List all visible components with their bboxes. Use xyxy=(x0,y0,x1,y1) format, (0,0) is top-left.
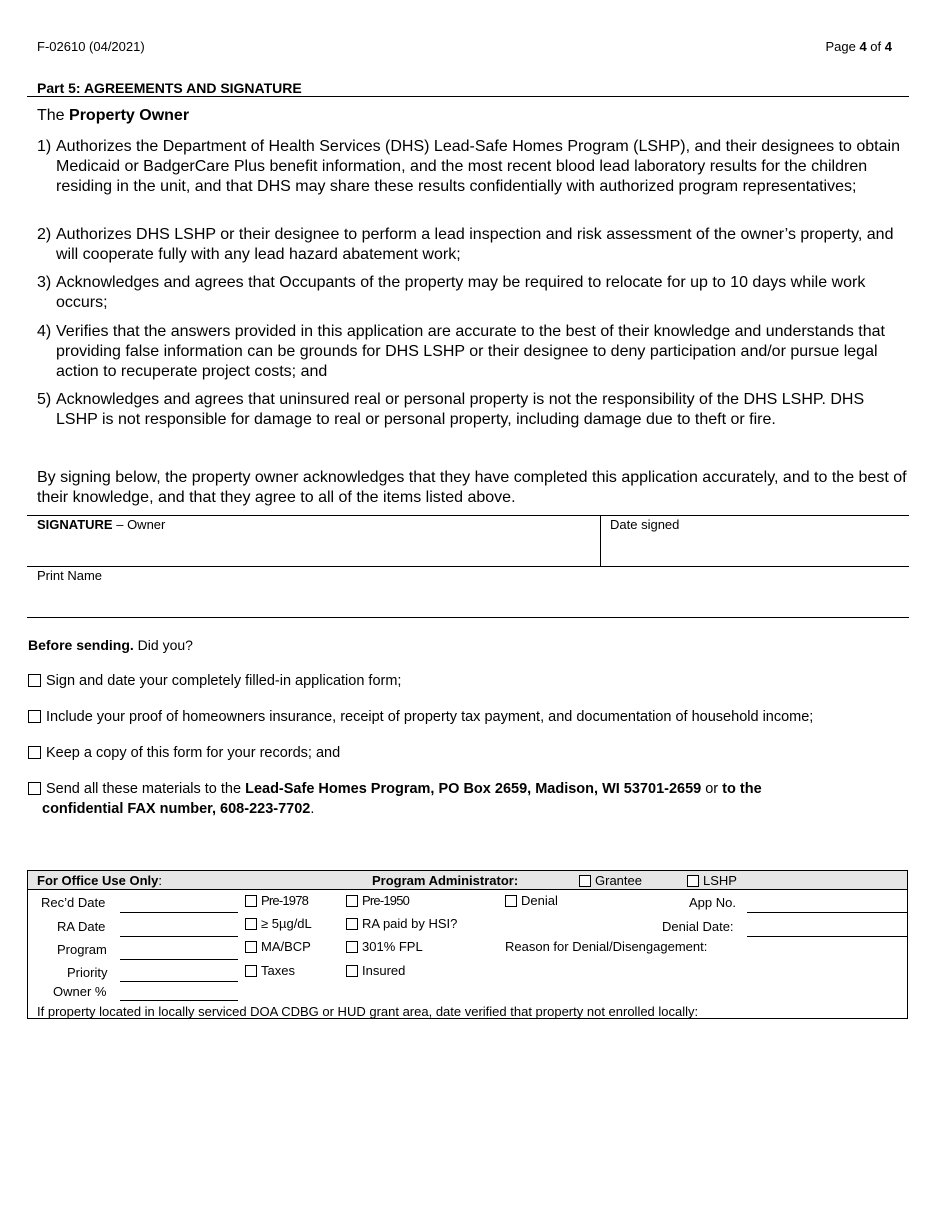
denial-date-line[interactable] xyxy=(747,936,907,937)
checklist-item-send: Send all these materials to the Lead-Safe Homes Program, PO Box 2659, Madison, WI 53701-2659 or to the confidential FAX number, 608-223-7702. xyxy=(28,779,908,819)
signature-owner-field[interactable]: SIGNATURE – Owner xyxy=(37,517,166,532)
insured-option[interactable]: Insured xyxy=(346,963,405,978)
agreement-item-3: 3) Acknowledges and agrees that Occupants of the property may be required to relocate for up to 10 days while work occurs; xyxy=(37,274,866,311)
form-id: F-02610 (04/2021) xyxy=(37,39,145,54)
grant-area-note: If property located in locally serviced DOA CDBG or HUD grant area, date verified that property not enrolled locally: xyxy=(37,1004,699,1019)
office-use-title: For Office Use Only: xyxy=(37,873,162,888)
taxes-option[interactable]: Taxes xyxy=(245,963,295,978)
fpl-option[interactable]: 301% FPL xyxy=(346,939,423,954)
mabcp-checkbox[interactable] xyxy=(245,941,257,953)
copy-checkbox[interactable] xyxy=(28,746,41,759)
ra-paid-option[interactable]: RA paid by HSI? xyxy=(346,916,457,931)
denial-checkbox[interactable] xyxy=(505,895,517,907)
agreement-item-2: 2) Authorizes DHS LSHP or their designee to perform a lead inspection and risk assessment of the owner’s property, and will cooperate fully with any lead hazard abatement work; xyxy=(37,226,894,263)
pre1978-checkbox[interactable] xyxy=(245,895,257,907)
owner-heading: The Property Owner xyxy=(37,107,190,124)
checklist-item-copy: Keep a copy of this form for your records; and xyxy=(28,743,908,763)
reason-denial-label: Reason for Denial/Disengagement: xyxy=(505,939,708,954)
signature-divider xyxy=(27,566,909,567)
blood-lead-checkbox[interactable] xyxy=(245,918,257,930)
program-administrator-label: Program Administrator: xyxy=(372,873,519,888)
lshp-option[interactable]: LSHP xyxy=(687,873,737,888)
print-name-field[interactable]: Print Name xyxy=(37,568,103,583)
priority-label: Priority xyxy=(67,965,108,980)
ra-paid-checkbox[interactable] xyxy=(346,918,358,930)
app-no-line[interactable] xyxy=(747,912,907,913)
agreement-item-5: 5) Acknowledges and agrees that uninsured real or personal property is not the responsibility of the DHS LSHP. DHS LSHP is not responsible for damage to real or personal property, including damage due to theft or fire. xyxy=(37,391,865,428)
part-title: Part 5: AGREEMENTS AND SIGNATURE xyxy=(37,80,302,96)
page-number: Page 4 of 4 xyxy=(825,39,892,54)
program-label: Program xyxy=(57,942,107,957)
part-divider xyxy=(27,96,909,97)
proof-checkbox[interactable] xyxy=(28,710,41,723)
owner-percent-line[interactable] xyxy=(120,1000,238,1001)
app-no-label: App No. xyxy=(689,895,736,910)
office-use-box xyxy=(27,870,908,1019)
pre1950-option[interactable]: Pre-1950 xyxy=(346,893,409,908)
mabcp-option[interactable]: MA/BCP xyxy=(245,939,311,954)
sign-checkbox[interactable] xyxy=(28,674,41,687)
ra-date-label: RA Date xyxy=(57,919,106,934)
priority-line[interactable] xyxy=(120,981,238,982)
signature-column-divider xyxy=(600,516,601,566)
signing-statement: By signing below, the property owner acknowledges that they have completed this application accurately, and to the best of their knowledge, and that they agree to all of the items listed above. xyxy=(37,469,907,506)
before-sending-heading: Before sending. Did you? xyxy=(28,637,193,653)
date-signed-field[interactable]: Date signed xyxy=(610,517,680,532)
agreement-item-1: 1) Authorizes the Department of Health Services (DHS) Lead-Safe Homes Program (LSHP), and their designees to obtain Medicaid or BadgerCare Plus benefit information, and the most recent blood lead laboratory results for the children residing in the unit, and that DHS may share these results confidentially with authorized program representatives; xyxy=(37,138,900,195)
send-checkbox[interactable] xyxy=(28,782,41,795)
page-current: 4 xyxy=(859,39,867,54)
blood-lead-option[interactable]: ≥ 5µg/dL xyxy=(245,916,312,931)
checklist-item-sign: Sign and date your completely filled-in application form; xyxy=(28,671,908,691)
owner-percent-label: Owner % xyxy=(53,984,107,999)
ra-date-line[interactable] xyxy=(120,936,238,937)
checklist-item-proof: Include your proof of homeowners insurance, receipt of property tax payment, and documentation of household income; xyxy=(28,707,908,727)
agreement-item-4: 4) Verifies that the answers provided in this application are accurate to the best of their knowledge and understands that providing false information can be grounds for DHS LSHP or their designee to deny participation and/or pursue legal action to recuperate project costs; and xyxy=(37,323,885,380)
program-line[interactable] xyxy=(120,959,238,960)
insured-checkbox[interactable] xyxy=(346,965,358,977)
recd-date-label: Rec’d Date xyxy=(41,895,106,910)
page-total: 4 xyxy=(884,39,892,54)
grantee-option[interactable]: Grantee xyxy=(579,873,642,888)
signature-block xyxy=(27,515,909,618)
recd-date-line[interactable] xyxy=(120,912,238,913)
fpl-checkbox[interactable] xyxy=(346,941,358,953)
lshp-checkbox[interactable] xyxy=(687,875,699,887)
pre1950-checkbox[interactable] xyxy=(346,895,358,907)
grantee-checkbox[interactable] xyxy=(579,875,591,887)
denial-date-label: Denial Date: xyxy=(662,919,734,934)
denial-option[interactable]: Denial xyxy=(505,893,558,908)
taxes-checkbox[interactable] xyxy=(245,965,257,977)
pre1978-option[interactable]: Pre-1978 xyxy=(245,893,308,908)
